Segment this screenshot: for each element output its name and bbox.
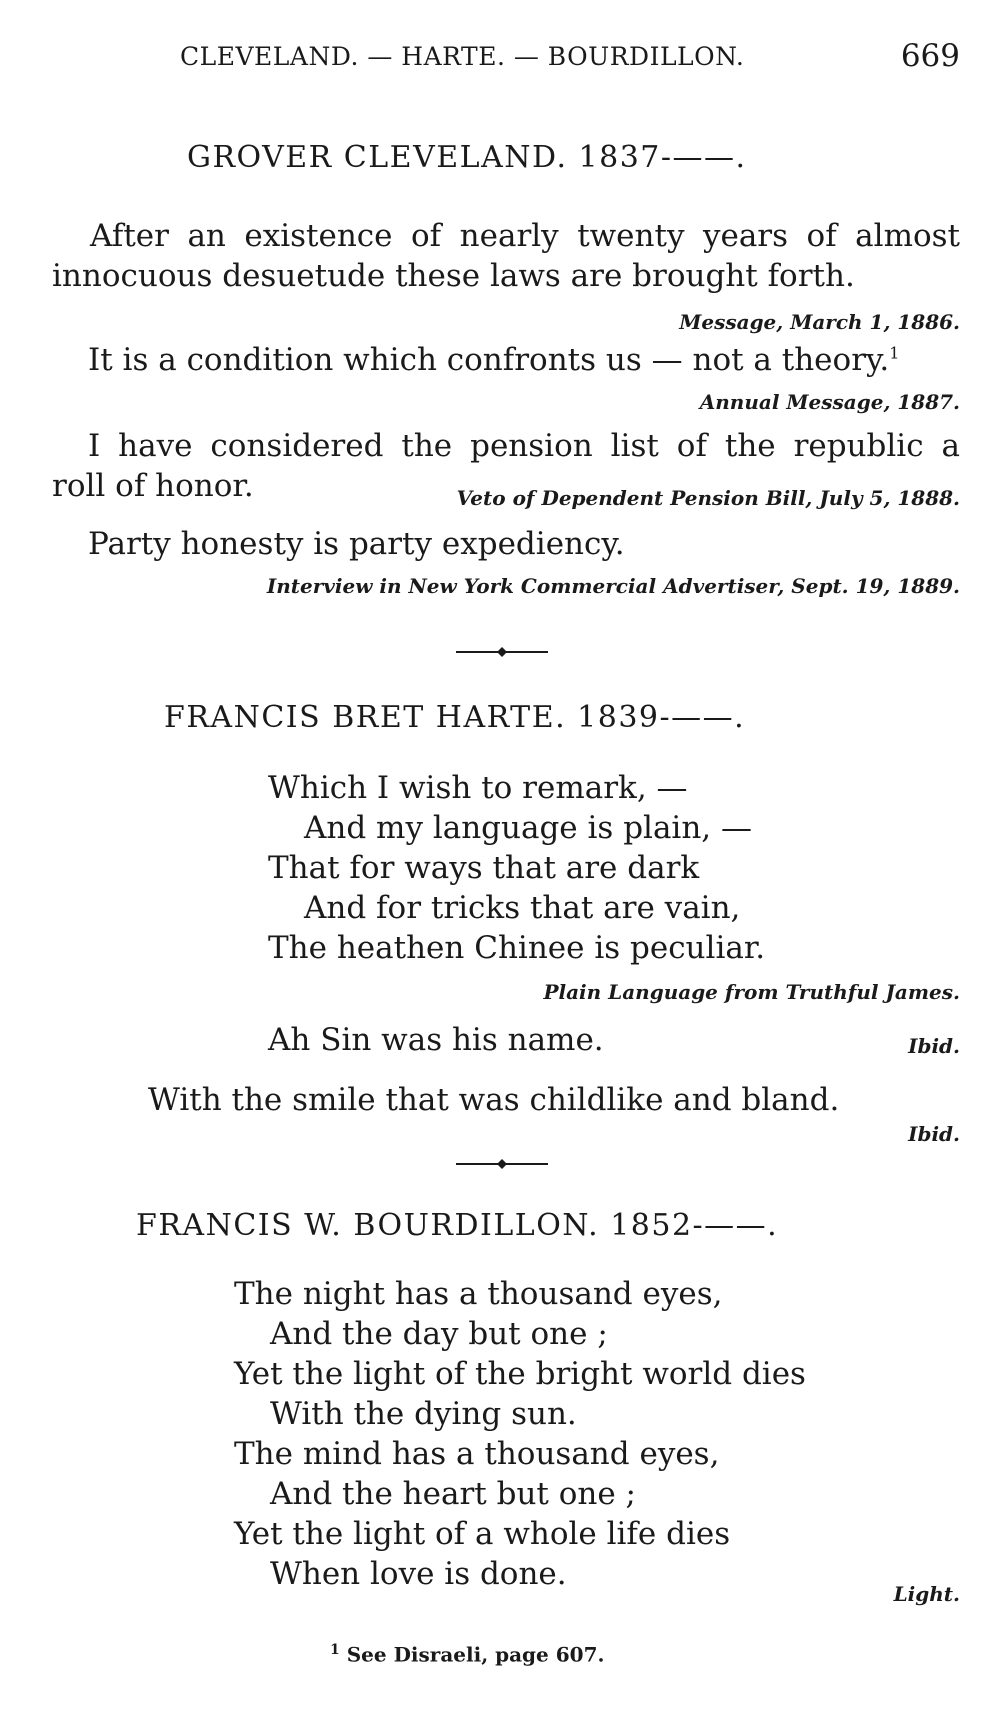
harte-verse [268,768,765,968]
harte-quote-2-citation: Ibid. [908,1034,960,1058]
cleveland-quote-2-citation: Annual Message, 1887. [699,390,960,414]
verse-line: Yet the light of a whole life dies [234,1516,731,1552]
verse-line: When love is done. [270,1556,567,1592]
verse-line: Yet the light of the bright world dies [234,1356,806,1392]
verse-line: The heathen Chinee is peculiar. [268,930,766,966]
verse-line: And the day but one ; [270,1316,608,1352]
verse-line: Which I wish to remark, — [268,770,688,806]
section-divider [456,1158,548,1170]
verse-line: And the heart but one ; [270,1476,636,1512]
section-divider [456,646,548,658]
section-heading-bourdillon: FRANCIS W. BOURDILLON. 1852-——. [136,1208,779,1243]
bourdillon-verse [234,1274,806,1594]
cleveland-quote-2-text: It is a condition which confronts us — not a theory. [88,342,890,378]
verse-line: And for tricks that are vain, [304,890,741,926]
cleveland-quote-3-line-1: I have considered the pension list of the republic a [88,428,960,464]
cleveland-quote-1-line-1: After an existence of nearly twenty years of almost [90,218,960,254]
cleveland-quote-3-line-2: roll of honor. [52,468,254,504]
cleveland-quote-1-line-2: innocuous desuetude these laws are brought forth. [52,258,855,294]
page-number: 669 [900,38,960,74]
verse-line: The night has a thousand eyes, [234,1276,723,1312]
cleveland-quote-3-citation: Veto of Dependent Pension Bill, July 5, 1888. [456,486,960,510]
cleveland-quote-4-citation: Interview in New York Commercial Advertiser, Sept. 19, 1889. [266,574,960,598]
section-heading-cleveland: GROVER CLEVELAND. 1837-——. [187,140,747,175]
harte-verse-citation: Plain Language from Truthful James. [543,980,960,1004]
harte-quote-2: Ah Sin was his name. [268,1022,604,1058]
harte-quote-3-citation: Ibid. [908,1122,960,1146]
verse-line: And my language is plain, — [304,810,753,846]
verse-line: The mind has a thousand eyes, [234,1436,720,1472]
cleveland-quote-1-citation: Message, March 1, 1886. [679,310,960,334]
verse-line: With the dying sun. [270,1396,577,1432]
section-heading-harte: FRANCIS BRET HARTE. 1839-——. [164,700,746,735]
running-header: CLEVELAND. — HARTE. — BOURDILLON. [180,42,745,71]
cleveland-quote-4: Party honesty is party expediency. [88,526,625,562]
verse-line: That for ways that are dark [268,850,700,886]
bourdillon-verse-citation: Light. [893,1582,960,1606]
footnote [330,1642,604,1667]
cleveland-quote-2 [88,342,899,378]
footnote-mark: 1 [330,1642,340,1658]
harte-quote-3: With the smile that was childlike and bland. [148,1082,840,1118]
footnote-reference: 1 [889,343,900,363]
footnote-text: See Disraeli, page 607. [346,1642,605,1667]
